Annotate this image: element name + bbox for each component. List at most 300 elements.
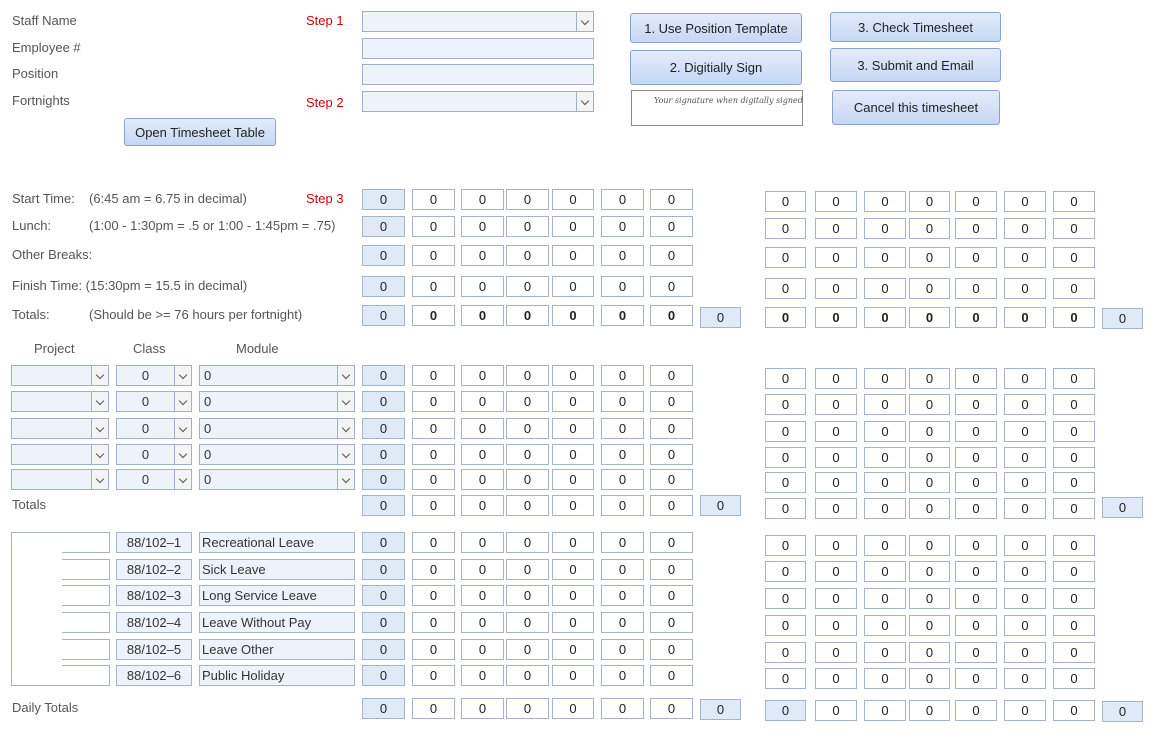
project-hours-cell[interactable]: 0 [815, 472, 857, 493]
leave-hours-cell[interactable]: 0 [909, 535, 950, 556]
project-hours-cell[interactable]: 0 [552, 444, 594, 465]
class-combo[interactable] [116, 469, 192, 490]
leave-hours-cell[interactable]: 0 [412, 559, 455, 580]
total-cell: 0 [552, 305, 594, 326]
project-hours-cell[interactable]: 0 [1053, 368, 1095, 389]
leave-hours-cell[interactable]: 0 [909, 668, 950, 689]
leave-hours-cell[interactable]: 0 [815, 561, 857, 582]
finish-time-cell[interactable]: 0 [461, 276, 504, 297]
project-hours-cell[interactable]: 0 [412, 391, 455, 412]
project-hours-cell[interactable]: 0 [601, 391, 644, 412]
lunch-cell[interactable]: 0 [864, 218, 906, 239]
project-combo[interactable] [11, 469, 109, 490]
leave-hours-cell[interactable]: 0 [552, 639, 594, 660]
leave-code: 88/102–4 [116, 612, 192, 633]
cancel-timesheet-button[interactable]: Cancel this timesheet [832, 90, 1000, 125]
chevron-down-icon[interactable] [174, 470, 191, 489]
other-breaks-cell[interactable]: 0 [1053, 247, 1095, 268]
leave-hours-cell[interactable]: 0 [864, 668, 906, 689]
project-hours-cell[interactable]: 0 [552, 469, 594, 490]
total-cell: 0 [909, 307, 950, 328]
project-hours-cell[interactable]: 0 [362, 469, 405, 490]
leave-hours-cell[interactable]: 0 [362, 665, 405, 686]
start-time-cell[interactable]: 0 [362, 189, 405, 210]
project-hours-cell[interactable]: 0 [864, 421, 906, 442]
leave-hours-cell[interactable]: 0 [955, 668, 997, 689]
module-value: 0 [204, 368, 212, 383]
project-hours-cell[interactable]: 0 [765, 394, 806, 415]
leave-hours-cell[interactable]: 0 [650, 532, 693, 553]
project-hours-cell[interactable]: 0 [1053, 447, 1095, 468]
total-cell: 0 [601, 305, 644, 326]
leave-project-box [62, 665, 110, 686]
leave-hours-cell[interactable]: 0 [765, 615, 806, 636]
project-hours-cell[interactable]: 0 [506, 418, 549, 439]
class-combo[interactable] [116, 418, 192, 439]
lunch-cell[interactable]: 0 [815, 218, 857, 239]
class-combo[interactable] [116, 365, 192, 386]
start-time-cell[interactable]: 0 [601, 189, 644, 210]
chevron-down-icon[interactable] [91, 445, 108, 464]
total-cell: 0 [506, 305, 549, 326]
other-breaks-cell[interactable]: 0 [601, 245, 644, 266]
finish-time-cell[interactable]: 0 [1053, 278, 1095, 299]
class-value: 0 [141, 472, 150, 487]
project-hours-cell[interactable]: 0 [1004, 472, 1046, 493]
leave-hours-cell[interactable]: 0 [412, 665, 455, 686]
project-hours-cell[interactable]: 0 [1053, 472, 1095, 493]
start-time-cell[interactable]: 0 [461, 189, 504, 210]
module-combo[interactable] [199, 365, 355, 386]
project-hours-cell[interactable]: 0 [909, 472, 950, 493]
other-breaks-label: Other Breaks: [12, 247, 93, 262]
lunch-cell[interactable]: 0 [650, 216, 693, 237]
project-hours-cell[interactable]: 0 [650, 418, 693, 439]
project-hours-cell[interactable]: 0 [765, 421, 806, 442]
project-hours-cell[interactable]: 0 [1053, 421, 1095, 442]
leave-hours-cell[interactable]: 0 [601, 559, 644, 580]
project-hours-cell[interactable]: 0 [955, 394, 997, 415]
leave-hours-cell[interactable]: 0 [461, 639, 504, 660]
lunch-cell[interactable]: 0 [412, 216, 455, 237]
leave-hours-cell[interactable]: 0 [1004, 588, 1046, 609]
project-hours-cell[interactable]: 0 [461, 365, 504, 386]
leave-hours-cell[interactable]: 0 [1004, 535, 1046, 556]
leave-hours-cell[interactable]: 0 [461, 559, 504, 580]
other-breaks-cell[interactable]: 0 [1004, 247, 1046, 268]
module-combo[interactable] [199, 418, 355, 439]
leave-hours-cell[interactable]: 0 [864, 615, 906, 636]
staff-name-label: Staff Name [12, 13, 77, 28]
leave-hours-cell[interactable]: 0 [765, 668, 806, 689]
project-hours-cell[interactable]: 0 [506, 391, 549, 412]
other-breaks-cell[interactable]: 0 [412, 245, 455, 266]
other-breaks-cell[interactable]: 0 [955, 247, 997, 268]
daily-totals-label: Daily Totals [12, 700, 79, 715]
leave-type: Leave Without Pay [199, 612, 355, 633]
leave-hours-cell[interactable]: 0 [1053, 588, 1095, 609]
leave-hours-cell[interactable]: 0 [362, 639, 405, 660]
other-breaks-cell[interactable]: 0 [362, 245, 405, 266]
leave-block-bottom-border [11, 685, 62, 686]
module-combo[interactable] [199, 469, 355, 490]
chevron-down-icon[interactable] [91, 392, 108, 411]
start-time-cell[interactable]: 0 [909, 191, 950, 212]
leave-hours-cell[interactable]: 0 [815, 668, 857, 689]
leave-hours-cell[interactable]: 0 [552, 532, 594, 553]
start-time-cell[interactable]: 0 [955, 191, 997, 212]
project-hours-cell[interactable]: 0 [601, 418, 644, 439]
project-hours-cell[interactable]: 0 [1004, 368, 1046, 389]
leave-hours-cell[interactable]: 0 [412, 612, 455, 633]
leave-hours-cell[interactable]: 0 [1053, 668, 1095, 689]
digitally-sign-button[interactable]: 2. Digitially Sign [630, 50, 802, 85]
signature-placeholder: Your signature when digitally signed [654, 96, 803, 105]
leave-hours-cell[interactable]: 0 [362, 612, 405, 633]
project-hours-cell[interactable]: 0 [362, 391, 405, 412]
finish-time-cell[interactable]: 0 [412, 276, 455, 297]
project-hours-cell[interactable]: 0 [909, 394, 950, 415]
leave-hours-cell[interactable]: 0 [1004, 561, 1046, 582]
leave-hours-cell[interactable]: 0 [461, 532, 504, 553]
leave-hours-cell[interactable]: 0 [552, 665, 594, 686]
leave-hours-cell[interactable]: 0 [815, 615, 857, 636]
leave-hours-cell[interactable]: 0 [650, 559, 693, 580]
lunch-cell[interactable]: 0 [765, 218, 806, 239]
project-hours-cell[interactable]: 0 [461, 418, 504, 439]
leave-hours-cell[interactable]: 0 [506, 585, 549, 606]
leave-type: Long Service Leave [199, 585, 355, 606]
leave-hours-cell[interactable]: 0 [412, 532, 455, 553]
chevron-down-icon[interactable] [174, 419, 191, 438]
project-total-cell: 0 [461, 495, 504, 516]
project-hours-cell[interactable]: 0 [552, 418, 594, 439]
lunch-cell[interactable]: 0 [1053, 218, 1095, 239]
chevron-down-icon[interactable] [337, 419, 354, 438]
leave-hours-cell[interactable]: 0 [650, 612, 693, 633]
project-hours-cell[interactable]: 0 [864, 394, 906, 415]
project-total-cell: 0 [601, 495, 644, 516]
leave-hours-cell[interactable]: 0 [815, 588, 857, 609]
project-hours-cell[interactable]: 0 [412, 444, 455, 465]
start-time-cell[interactable]: 0 [765, 191, 806, 212]
leave-project-box [62, 585, 110, 606]
project-hours-cell[interactable]: 0 [506, 469, 549, 490]
staff-name-combo[interactable] [362, 11, 594, 32]
leave-hours-cell[interactable]: 0 [461, 665, 504, 686]
leave-hours-cell[interactable]: 0 [552, 559, 594, 580]
lunch-cell[interactable]: 0 [601, 216, 644, 237]
chevron-down-icon[interactable] [337, 470, 354, 489]
project-hours-cell[interactable]: 0 [815, 368, 857, 389]
start-time-cell[interactable]: 0 [506, 189, 549, 210]
start-time-cell[interactable]: 0 [650, 189, 693, 210]
leave-hours-cell[interactable]: 0 [765, 588, 806, 609]
project-hours-cell[interactable]: 0 [1004, 421, 1046, 442]
project-hours-cell[interactable]: 0 [815, 394, 857, 415]
project-week1-total: 0 [700, 495, 741, 516]
project-hours-cell[interactable]: 0 [362, 418, 405, 439]
daily-total-cell: 0 [362, 698, 405, 719]
finish-time-cell[interactable]: 0 [650, 276, 693, 297]
start-time-cell[interactable]: 0 [552, 189, 594, 210]
lunch-cell[interactable]: 0 [552, 216, 594, 237]
project-hours-cell[interactable]: 0 [362, 365, 405, 386]
chevron-down-icon[interactable] [174, 392, 191, 411]
project-hours-cell[interactable]: 0 [1053, 394, 1095, 415]
employee-number-field[interactable] [362, 38, 594, 59]
project-hours-cell[interactable]: 0 [815, 421, 857, 442]
project-hours-cell[interactable]: 0 [362, 444, 405, 465]
project-hours-cell[interactable]: 0 [601, 469, 644, 490]
chevron-down-icon[interactable] [91, 419, 108, 438]
leave-hours-cell[interactable]: 0 [815, 642, 857, 663]
leave-hours-cell[interactable]: 0 [362, 585, 405, 606]
fortnights-combo[interactable] [362, 91, 594, 112]
leave-hours-cell[interactable]: 0 [955, 561, 997, 582]
leave-hours-cell[interactable]: 0 [864, 588, 906, 609]
other-breaks-cell[interactable]: 0 [909, 247, 950, 268]
daily-week1-total: 0 [700, 699, 741, 720]
start-time-cell[interactable]: 0 [412, 189, 455, 210]
finish-time-cell[interactable]: 0 [1004, 278, 1046, 299]
project-hours-cell[interactable]: 0 [552, 391, 594, 412]
project-total-cell: 0 [765, 498, 806, 519]
leave-hours-cell[interactable]: 0 [601, 612, 644, 633]
leave-hours-cell[interactable]: 0 [362, 532, 405, 553]
position-label: Position [12, 66, 59, 81]
leave-hours-cell[interactable]: 0 [506, 665, 549, 686]
total-cell: 0 [955, 307, 997, 328]
project-total-cell: 0 [909, 498, 950, 519]
lunch-cell[interactable]: 0 [1004, 218, 1046, 239]
submit-and-email-button[interactable]: 3. Submit and Email [830, 48, 1001, 82]
finish-time-cell[interactable]: 0 [864, 278, 906, 299]
leave-hours-cell[interactable]: 0 [1053, 615, 1095, 636]
project-hours-cell[interactable]: 0 [412, 418, 455, 439]
leave-hours-cell[interactable]: 0 [1004, 615, 1046, 636]
chevron-down-icon[interactable] [337, 392, 354, 411]
other-breaks-cell[interactable]: 0 [650, 245, 693, 266]
finish-time-cell[interactable]: 0 [552, 276, 594, 297]
chevron-down-icon[interactable] [91, 366, 108, 385]
lunch-cell[interactable]: 0 [955, 218, 997, 239]
other-breaks-cell[interactable]: 0 [765, 247, 806, 268]
leave-code: 88/102–5 [116, 639, 192, 660]
project-hours-cell[interactable]: 0 [506, 365, 549, 386]
daily-total-cell: 0 [955, 700, 997, 721]
leave-hours-cell[interactable]: 0 [362, 559, 405, 580]
module-value: 0 [204, 472, 212, 487]
check-timesheet-button[interactable]: 3. Check Timesheet [830, 12, 1001, 42]
project-hours-cell[interactable]: 0 [909, 421, 950, 442]
leave-hours-cell[interactable]: 0 [601, 585, 644, 606]
finish-time-cell[interactable]: 0 [955, 278, 997, 299]
chevron-down-icon[interactable] [174, 445, 191, 464]
chevron-down-icon[interactable] [576, 92, 593, 111]
class-value: 0 [141, 447, 150, 462]
total-cell: 0 [461, 305, 504, 326]
leave-hours-cell[interactable]: 0 [552, 585, 594, 606]
project-hours-cell[interactable]: 0 [650, 444, 693, 465]
leave-hours-cell[interactable]: 0 [909, 588, 950, 609]
project-hours-cell[interactable]: 0 [601, 444, 644, 465]
project-hours-cell[interactable]: 0 [909, 368, 950, 389]
other-breaks-cell[interactable]: 0 [552, 245, 594, 266]
open-timesheet-table-button[interactable]: Open Timesheet Table [124, 118, 276, 146]
project-hours-cell[interactable]: 0 [955, 368, 997, 389]
leave-hours-cell[interactable]: 0 [955, 588, 997, 609]
leave-hours-cell[interactable]: 0 [1053, 535, 1095, 556]
project-hours-cell[interactable]: 0 [955, 472, 997, 493]
leave-code: 88/102–1 [116, 532, 192, 553]
daily-total-cell: 0 [506, 698, 549, 719]
leave-project-box [62, 532, 110, 553]
leave-hours-cell[interactable]: 0 [864, 535, 906, 556]
project-hours-cell[interactable]: 0 [765, 447, 806, 468]
finish-time-cell[interactable]: 0 [815, 278, 857, 299]
project-combo[interactable] [11, 418, 109, 439]
project-hours-cell[interactable]: 0 [1004, 447, 1046, 468]
finish-time-cell[interactable]: 0 [909, 278, 950, 299]
leave-hours-cell[interactable]: 0 [1053, 642, 1095, 663]
start-time-cell[interactable]: 0 [1053, 191, 1095, 212]
daily-total-cell: 0 [909, 700, 950, 721]
project-total-cell: 0 [864, 498, 906, 519]
use-position-template-button[interactable]: 1. Use Position Template [630, 13, 802, 43]
leave-hours-cell[interactable]: 0 [765, 535, 806, 556]
project-combo[interactable] [11, 365, 109, 386]
position-field[interactable] [362, 64, 594, 85]
leave-hours-cell[interactable]: 0 [506, 559, 549, 580]
project-hours-cell[interactable]: 0 [461, 469, 504, 490]
project-combo[interactable] [11, 444, 109, 465]
other-breaks-cell[interactable]: 0 [815, 247, 857, 268]
leave-hours-cell[interactable]: 0 [1053, 561, 1095, 582]
start-time-cell[interactable]: 0 [815, 191, 857, 212]
leave-hours-cell[interactable]: 0 [765, 642, 806, 663]
project-hours-cell[interactable]: 0 [461, 444, 504, 465]
total-cell: 0 [815, 307, 857, 328]
leave-hours-cell[interactable]: 0 [1004, 642, 1046, 663]
daily-total-cell: 0 [1004, 700, 1046, 721]
finish-time-cell[interactable]: 0 [765, 278, 806, 299]
leave-hours-cell[interactable]: 0 [650, 639, 693, 660]
module-combo[interactable] [199, 391, 355, 412]
project-hours-cell[interactable]: 0 [815, 447, 857, 468]
leave-hours-cell[interactable]: 0 [601, 532, 644, 553]
leave-hours-cell[interactable]: 0 [955, 535, 997, 556]
step1-label: Step 1 [306, 13, 344, 28]
finish-time-cell[interactable]: 0 [362, 276, 405, 297]
leave-hours-cell[interactable]: 0 [815, 535, 857, 556]
lunch-cell[interactable]: 0 [461, 216, 504, 237]
daily-total-cell: 0 [864, 700, 906, 721]
leave-hours-cell[interactable]: 0 [461, 585, 504, 606]
total-cell: 0 [1053, 307, 1095, 328]
project-total-cell: 0 [552, 495, 594, 516]
project-hours-cell[interactable]: 0 [955, 421, 997, 442]
project-hours-cell[interactable]: 0 [506, 444, 549, 465]
chevron-down-icon[interactable] [337, 445, 354, 464]
leave-hours-cell[interactable]: 0 [909, 642, 950, 663]
project-total-cell: 0 [815, 498, 857, 519]
leave-hours-cell[interactable]: 0 [955, 615, 997, 636]
project-hours-cell[interactable]: 0 [864, 472, 906, 493]
leave-hours-cell[interactable]: 0 [955, 642, 997, 663]
project-total-cell: 0 [650, 495, 693, 516]
leave-hours-cell[interactable]: 0 [506, 612, 549, 633]
leave-hours-cell[interactable]: 0 [461, 612, 504, 633]
project-hours-cell[interactable]: 0 [864, 368, 906, 389]
week1-total: 0 [700, 307, 741, 328]
project-hours-cell[interactable]: 0 [909, 447, 950, 468]
lunch-cell[interactable]: 0 [909, 218, 950, 239]
project-hours-cell[interactable]: 0 [412, 365, 455, 386]
other-breaks-cell[interactable]: 0 [506, 245, 549, 266]
leave-hours-cell[interactable]: 0 [412, 639, 455, 660]
chevron-down-icon[interactable] [91, 470, 108, 489]
project-hours-cell[interactable]: 0 [1004, 394, 1046, 415]
leave-hours-cell[interactable]: 0 [650, 665, 693, 686]
total-cell: 0 [650, 305, 693, 326]
project-hours-cell[interactable]: 0 [765, 472, 806, 493]
project-hours-cell[interactable]: 0 [412, 469, 455, 490]
leave-hours-cell[interactable]: 0 [909, 561, 950, 582]
finish-time-cell[interactable]: 0 [601, 276, 644, 297]
finish-time-cell[interactable]: 0 [506, 276, 549, 297]
module-combo[interactable] [199, 444, 355, 465]
leave-hours-cell[interactable]: 0 [1004, 668, 1046, 689]
start-time-cell[interactable]: 0 [1004, 191, 1046, 212]
leave-hours-cell[interactable]: 0 [506, 532, 549, 553]
project-combo[interactable] [11, 391, 109, 412]
other-breaks-cell[interactable]: 0 [864, 247, 906, 268]
project-hours-cell[interactable]: 0 [765, 368, 806, 389]
leave-hours-cell[interactable]: 0 [412, 585, 455, 606]
leave-type: Recreational Leave [199, 532, 355, 553]
project-hours-cell[interactable]: 0 [650, 469, 693, 490]
project-hours-cell[interactable]: 0 [864, 447, 906, 468]
project-hours-cell[interactable]: 0 [601, 365, 644, 386]
project-hours-cell[interactable]: 0 [650, 365, 693, 386]
chevron-down-icon[interactable] [576, 12, 593, 31]
week2-total: 0 [1102, 308, 1143, 329]
leave-hours-cell[interactable]: 0 [909, 615, 950, 636]
leave-hours-cell[interactable]: 0 [601, 665, 644, 686]
leave-hours-cell[interactable]: 0 [601, 639, 644, 660]
project-hours-cell[interactable]: 0 [955, 447, 997, 468]
leave-hours-cell[interactable]: 0 [650, 585, 693, 606]
class-combo[interactable] [116, 444, 192, 465]
lunch-cell[interactable]: 0 [362, 216, 405, 237]
leave-hours-cell[interactable]: 0 [552, 612, 594, 633]
project-hours-cell[interactable]: 0 [650, 391, 693, 412]
leave-hours-cell[interactable]: 0 [864, 561, 906, 582]
leave-hours-cell[interactable]: 0 [864, 642, 906, 663]
class-combo[interactable] [116, 391, 192, 412]
leave-hours-cell[interactable]: 0 [765, 561, 806, 582]
project-hours-cell[interactable]: 0 [552, 365, 594, 386]
leave-hours-cell[interactable]: 0 [506, 639, 549, 660]
start-time-cell[interactable]: 0 [864, 191, 906, 212]
project-hours-cell[interactable]: 0 [461, 391, 504, 412]
chevron-down-icon[interactable] [174, 366, 191, 385]
chevron-down-icon[interactable] [337, 366, 354, 385]
project-week2-total: 0 [1102, 497, 1143, 518]
other-breaks-cell[interactable]: 0 [461, 245, 504, 266]
lunch-cell[interactable]: 0 [506, 216, 549, 237]
